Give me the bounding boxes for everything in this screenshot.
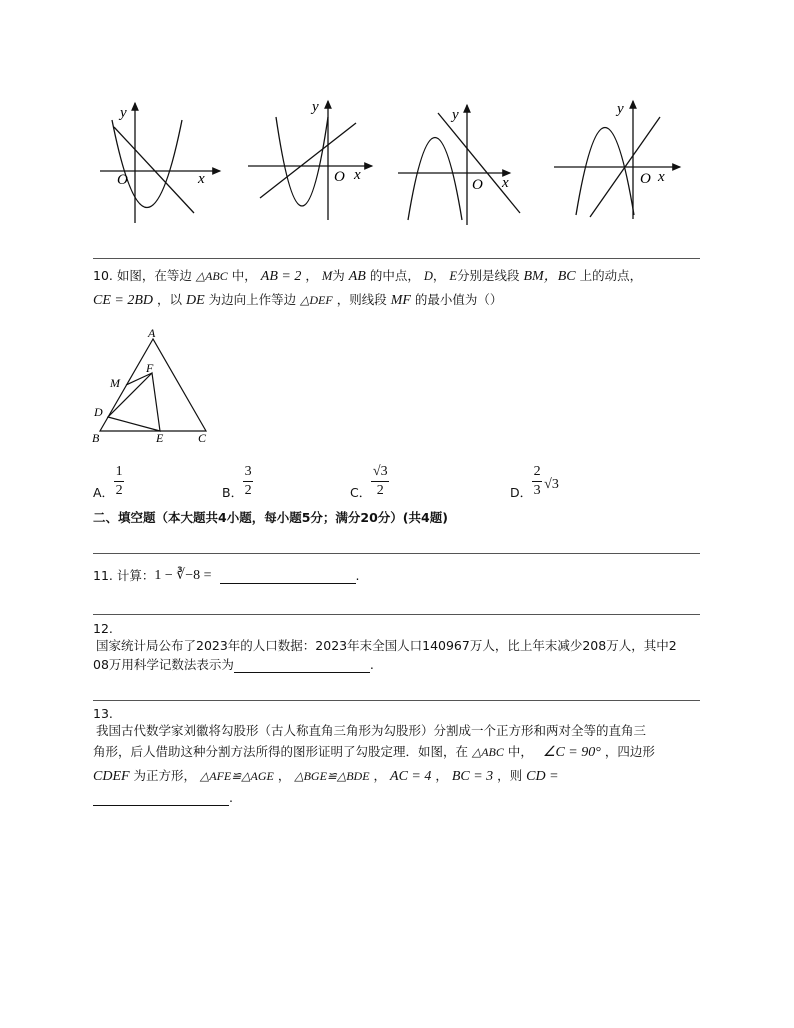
parabola <box>408 138 462 221</box>
divider <box>93 258 700 259</box>
option-c-fraction: $\frac{√3}{2}$ <box>372 464 388 498</box>
q10-line-1: 10. 如图，在等边 △ABC 中， AB = 2 ， M为 AB 的中点， D， E分别是线段 BM，BC 上的动点， <box>93 268 643 284</box>
parabola <box>576 128 634 216</box>
divider <box>93 614 700 615</box>
q13-number: 13. <box>93 706 113 721</box>
x-label: x <box>198 171 205 187</box>
option-d-fraction: $\frac{2}{3}$ <box>533 464 541 498</box>
answer-blank[interactable] <box>220 569 356 584</box>
y-label: y <box>617 101 624 117</box>
line <box>260 123 356 198</box>
option-a[interactable]: A． $\frac{1}{2}$ <box>93 464 123 500</box>
triangle-figure <box>88 325 218 447</box>
origin-label: O <box>334 169 345 185</box>
option-b[interactable]: B． $\frac{3}{2}$ <box>222 464 252 500</box>
answer-blank[interactable] <box>234 658 370 673</box>
point-b: B <box>92 431 100 445</box>
option-d[interactable]: D． $\frac{2}{3}$ √3 <box>510 464 559 500</box>
parabola <box>276 117 328 206</box>
parabola <box>112 120 182 208</box>
graph-1 <box>100 103 220 223</box>
line <box>114 127 194 213</box>
q11: 11. 计算： 1 − ∛−8 = . <box>93 568 360 583</box>
q13-line-3: CDEF 为正方形， △AFE≌△AGE ， △BGE≌△BDE ， AC = 4 ， BC = 3 ，则 CD = <box>93 768 559 784</box>
point-f: F <box>146 361 154 375</box>
option-c[interactable]: C． $\frac{√3}{2}$ <box>350 464 388 500</box>
origin-label: O <box>640 171 651 187</box>
divider <box>93 700 700 701</box>
answer-blank[interactable] <box>93 791 229 806</box>
section-title: 二、填空题（本大题共4小题，每小题5分；满分20分）(共4题) <box>93 510 448 525</box>
y-label: y <box>312 99 319 115</box>
x-label: x <box>658 169 665 185</box>
q13-line-1: 我国古代数学家刘徽将勾股形（古人称直角三角形为勾股形）分割成一个正方形和两对全等的直角三 <box>96 723 647 738</box>
point-c: C <box>198 431 207 445</box>
q12-line-2: 08万用科学记数法表示为 . <box>93 657 374 672</box>
question-number: 11. <box>93 568 113 583</box>
point-m: M <box>110 376 120 390</box>
graph-2 <box>248 99 372 220</box>
y-label: y <box>452 107 459 123</box>
option-b-fraction: $\frac{3}{2}$ <box>244 464 252 498</box>
q12-number: 12. <box>93 621 113 636</box>
x-label: x <box>502 175 509 191</box>
q13-line-2: 角形，后人借助这种分割方法所得的图形证明了勾股定理．如图，在 △ABC 中， ∠C = 90° ，四边形 <box>93 744 655 760</box>
divider <box>93 553 700 554</box>
q12-line-1: 国家统计局公布了2023年的人口数据：2023年末全国人口140967万人，比上年末减少208万人，其中2 <box>96 638 677 653</box>
graph-3 <box>398 105 520 225</box>
origin-label: O <box>472 177 483 193</box>
x-label: x <box>354 167 361 183</box>
point-d: D <box>94 405 103 419</box>
graph-4 <box>554 101 680 219</box>
q11-expression: 1 − ∛−8 = <box>154 568 212 583</box>
q10-line-2: CE = 2BD ，以 DE 为边向上作等边 △DEF ，则线段 MF 的最小值为（） <box>93 292 503 308</box>
q13-line-4: . <box>93 790 233 806</box>
option-a-fraction: $\frac{1}{2}$ <box>115 464 123 498</box>
origin-label: O <box>117 172 128 188</box>
point-a: A <box>148 326 156 340</box>
y-label: y <box>120 105 127 121</box>
answer-graphs <box>90 95 690 230</box>
point-e: E <box>156 431 164 445</box>
question-number: 10. <box>93 268 113 283</box>
